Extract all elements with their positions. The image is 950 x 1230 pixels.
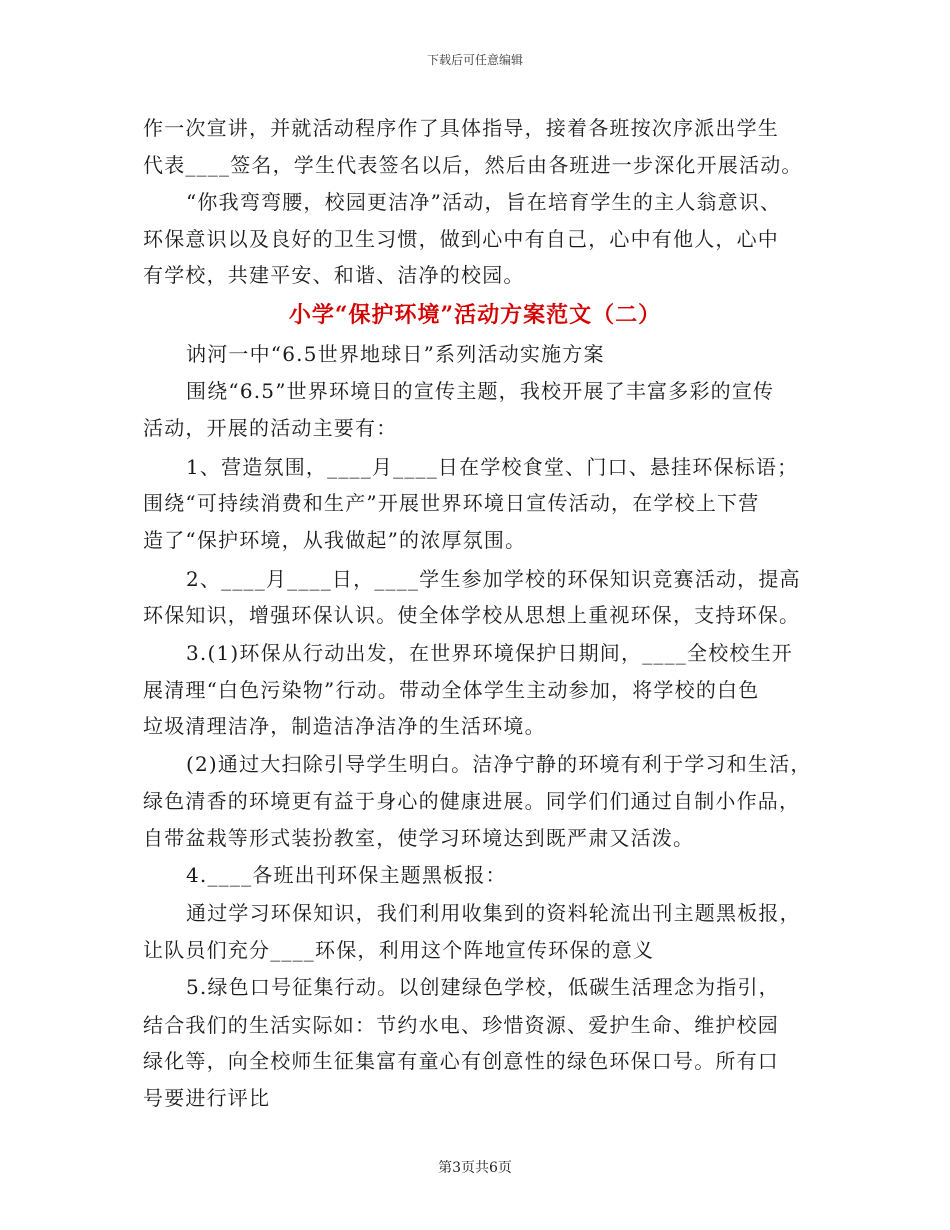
text-line: (2)通过大扫除引导学生明白。洁净宁静的环境有利于学习和生活， xyxy=(186,752,812,776)
text-line: 有学校，共建平安、和谐、洁净的校园。 xyxy=(143,263,525,287)
text-line: 2、____月____日，____学生参加学校的环保知识竞赛活动，提高 xyxy=(186,567,801,591)
text-line: 围绕“6.5”世界环境日的宣传主题，我校开展了丰富多彩的宣传 xyxy=(186,379,775,403)
text-line: 4.____各班出刊环保主题黑板报： xyxy=(186,863,507,887)
text-line: 绿化等，向全校师生征集富有童心有创意性的绿色环保口号。所有口 xyxy=(143,1049,779,1073)
text-line: 展清理“白色污染物”行动。带动全体学生主动参加，将学校的白色 xyxy=(143,678,760,702)
text-line: 环保知识，增强环保认识。使全体学校从思想上重视环保，支持环保。 xyxy=(143,603,801,627)
page-footer: 第3页共6页 xyxy=(438,1160,512,1176)
text-line: 代表____签名，学生代表签名以后，然后由各班进一步深化开展活动。 xyxy=(143,153,803,177)
text-line: 围绕“可持续消费和生产”开展世界环境日宣传活动，在学校上下营 xyxy=(143,491,760,515)
text-line: 造了“保护环境，从我做起”的浓厚氛围。 xyxy=(143,528,527,552)
text-line: 通过学习环保知识，我们利用收集到的资料轮流出刊主题黑板报， xyxy=(186,901,801,925)
text-line: 垃圾清理洁净，制造洁净洁净的生活环境。 xyxy=(143,714,546,738)
text-line: 5.绿色口号征集行动。以创建绿色学校，低碳生活理念为指引， xyxy=(186,975,780,999)
text-line: 让队员们充分____环保，利用这个阵地宣传环保的意义 xyxy=(143,938,655,962)
text-line: 3.(1)环保从行动出发，在世界环境保护日期间，____全校校生开 xyxy=(186,641,794,665)
text-line: “你我弯弯腰，校园更洁净”活动，旨在培育学生的主人翁意识、 xyxy=(186,190,782,214)
text-line: 结合我们的生活实际如：节约水电、珍惜资源、爱护生命、维护校园 xyxy=(143,1013,779,1037)
text-line: 绿色清香的环境更有益于身心的健康进展。同学们们通过自制小作品， xyxy=(143,789,801,813)
text-line: 讷河一中“6.5世界地球日”系列活动实施方案 xyxy=(186,342,605,366)
text-line: 号要进行评比 xyxy=(143,1086,271,1110)
text-line: 活动，开展的活动主要有： xyxy=(143,416,398,440)
text-line: 自带盆栽等形式装扮教室，使学习环境达到既严肃又活泼。 xyxy=(143,826,695,850)
text-line: 环保意识以及良好的卫生习惯，做到心中有自己，心中有他人，心中 xyxy=(143,227,779,251)
text-line: 作一次宣讲，并就活动程序作了具体指导，接着各班按次序派出学生 xyxy=(143,116,779,140)
section-title: 小学“保护环境”活动方案范文（二） xyxy=(288,302,662,328)
text-line: 1、营造氛围，____月____日在学校食堂、门口、悬挂环保标语； xyxy=(186,455,799,479)
page-header: 下载后可任意编辑 xyxy=(426,53,523,67)
